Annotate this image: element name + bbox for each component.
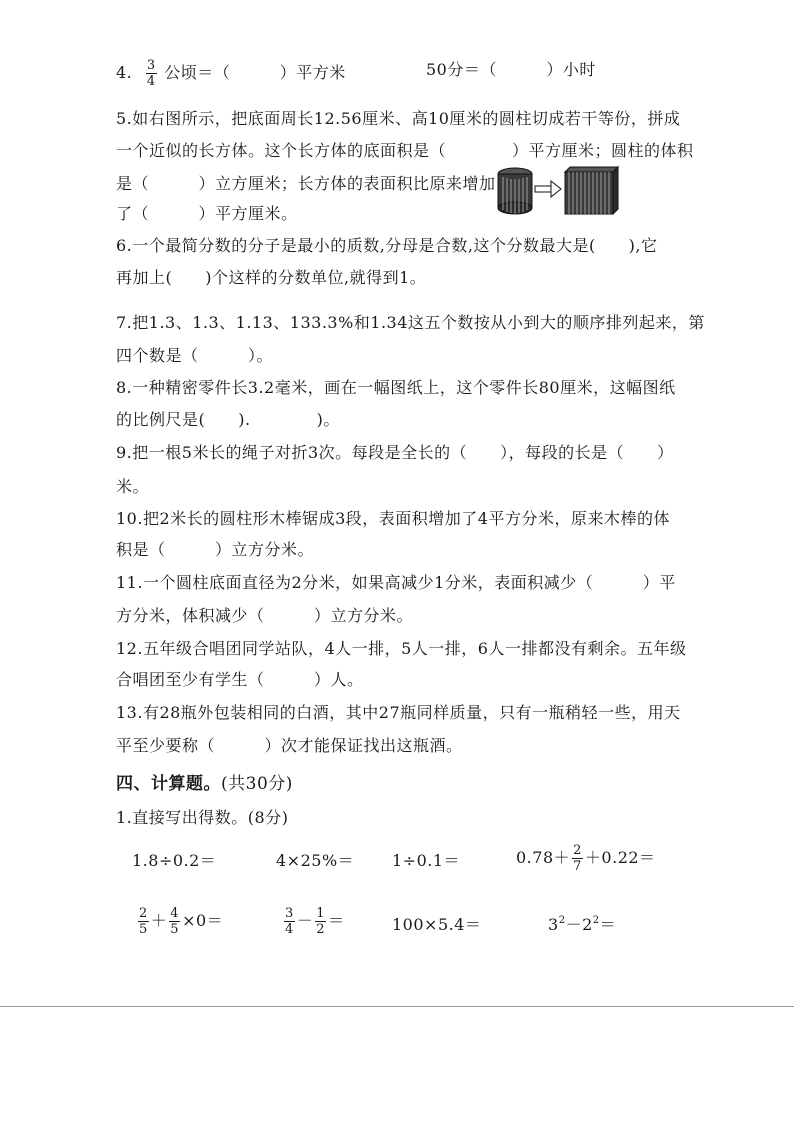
question-13-line2: 平至少要称（ ）次才能保证找出这瓶酒。 (116, 736, 463, 755)
question-12-line2: 合唱团至少有学生（ ）人。 (116, 670, 364, 689)
calc-item: 100×5.4＝ (392, 915, 482, 934)
calc-item: 1.8÷0.2＝ (132, 851, 217, 870)
question-9-line2: 米。 (116, 477, 150, 496)
question-6-line2: 再加上( )个这样的分数单位,就得到1。 (116, 268, 427, 287)
question-11-line1: 11.一个圆柱底面直径为2分米，如果高减少1分米，表面积减少（ ）平 (116, 573, 676, 592)
question-8-line2: 的比例尺是( ). )。 (116, 410, 340, 429)
question-5-line3: 是（ ）立方厘米；长方体的表面积比原来增加 (116, 174, 496, 193)
question-11-line2: 方分米，体积减少（ ）立方分米。 (116, 606, 414, 625)
calc-item: 4×25%＝ (276, 851, 355, 870)
fraction: $\frac{2}{7}$ (573, 843, 582, 874)
question-9-line1: 9.把一根5米长的绳子对折3次。每段是全长的（ ），每段的长是（ ） (116, 443, 674, 462)
question-5-line2: 一个近似的长方体。这个长方体的底面积是（ ）平方厘米；圆柱的体积 (116, 141, 694, 160)
calc-item: 1÷0.1＝ (392, 851, 461, 870)
calc-item: $3^2-2^2=$ (548, 915, 617, 934)
section-heading (116, 774, 293, 794)
question-8-line1: 8.一种精密零件长3.2毫米，画在一幅图纸上，这个零件长80厘米，这幅图纸 (116, 378, 676, 397)
fraction: $\frac{3}{4}$ (146, 58, 156, 89)
subsection-title: 1.直接写出得数。(8分) (116, 808, 289, 827)
question-4-part2: 50分＝（ ）小时 (426, 60, 596, 79)
question-text: 公顷＝（ ）平方米 (164, 63, 346, 82)
question-12-line1: 12.五年级合唱团同学站队，4人一排，5人一排，6人一排都没有剩余。五年级 (116, 639, 687, 658)
question-5-line4: 了（ ）平方厘米。 (116, 204, 298, 223)
fraction: $\frac{1}{2}$ (316, 906, 326, 937)
question-5-line1: 5.如右图所示，把底面周长12.56厘米、高10厘米的圆柱切成若干等份，拼成 (116, 109, 681, 128)
question-number: 4. (116, 63, 133, 82)
fraction: $\frac{4}{5}$ (170, 906, 180, 937)
section-title: 四、计算题。 (116, 774, 221, 794)
fraction: $\frac{3}{4}$ (285, 906, 294, 937)
calc-item: $\frac{3}{4}$ － $\frac{1}{2}$ ＝ (285, 906, 345, 937)
question-7-line1: 7.把1.3、1.3、1.13、133.3%和1.34这五个数按从小到大的顺序排列起来，第 (116, 313, 705, 332)
question-6-line1: 6.一个最简分数的分子是最小的质数,分母是合数,这个分数最大是( ),它 (116, 236, 658, 255)
calc-item: $\frac{2}{5}$ ＋ $\frac{4}{5}$ ×0＝ (139, 906, 224, 937)
question-10-line2: 积是（ ）立方分米。 (116, 540, 315, 559)
question-7-line2: 四个数是（ ）。 (116, 346, 274, 365)
question-4 (116, 58, 346, 89)
section-score: (共30分) (221, 774, 293, 794)
fraction: $\frac{2}{5}$ (139, 906, 148, 937)
calc-item: 0.78＋ $\frac{2}{7}$ ＋0.22＝ (516, 843, 656, 874)
question-10-line1: 10.把2米长的圆柱形木棒锯成3段，表面积增加了4平方分米，原来木棒的体 (116, 509, 670, 528)
cylinder-to-cuboid-icon (495, 164, 620, 216)
question-13-line1: 13.有28瓶外包装相同的白酒，其中27瓶同样质量，只有一瓶稍轻一些，用天 (116, 703, 681, 722)
